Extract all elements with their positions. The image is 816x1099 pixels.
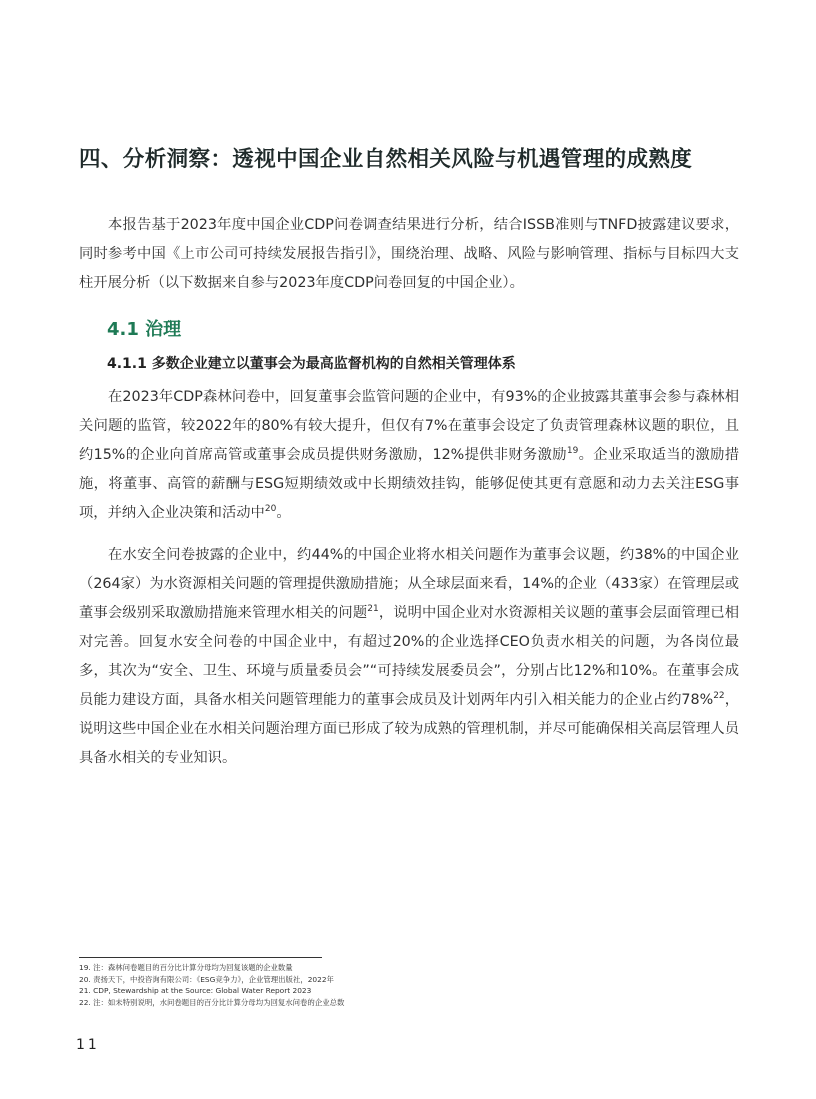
- paragraph-text: 在2023年CDP森林问卷中，回复董事会监管问题的企业中，有93%的企业披露其董事会参与森林相关问题的监管，较2022年的80%有较大提升，但仅有7%在董事会设定了负责管理森林议题的职位，且约15%的企业向首席高管或董事会成员提供财务激励，12%提供非财务激励: [79, 389, 739, 463]
- footnote: 20. 责扬天下，中投咨询有限公司：《ESG竞争力》，企业管理出版社，2022年: [79, 974, 334, 984]
- paragraph-text: 。: [276, 505, 291, 521]
- body-paragraph: [79, 383, 739, 528]
- footnote-divider: [79, 957, 322, 958]
- footnote-ref: 21: [367, 604, 379, 614]
- footnote-ref: 19: [566, 446, 579, 456]
- paragraph-text: 。企业采取适当的激励措施，将董事、高管的薪酬与ESG短期绩效或中长期绩效挂钩，能够促使其更有意愿和动力去关注ESG事项，并纳入企业决策和活动中: [79, 447, 739, 521]
- intro-paragraph: 本报告基于2023年度中国企业CDP问卷调查结果进行分析，结合ISSB准则与TNFD披露建议要求，同时参考中国《上市公司可持续发展报告指引》，围绕治理、战略、风险与影响管理、指标与目标四大支柱开展分析（以下数据来自参与2023年度CDP问卷回复的中国企业）。: [79, 217, 739, 291]
- paragraph-text: 在水安全问卷披露的企业中，约44%的中国企业将水相关问题作为董事会议题，约38%的中国企业（264家）为水资源相关问题的管理提供激励措施；从全球层面来看，14%的企业（433家）在管理层或董事会级别采取激励措施来管理水相关的问题: [79, 547, 739, 621]
- footnote: 21. CDP, Stewardship at the Source: Global Water Report 2023: [79, 986, 312, 996]
- footnote-ref: 22: [713, 691, 725, 701]
- subsection-title: 4.1.1 多数企业建立以董事会为最高监督机构的自然相关管理体系: [107, 356, 516, 372]
- paragraph-text: ，说明这些中国企业在水相关问题治理方面已形成了较为成熟的管理机制，并尽可能确保相关高层管理人员具备水相关的专业知识。: [79, 692, 739, 766]
- body-paragraph: [79, 541, 739, 773]
- chapter-heading: 四、分析洞察：透视中国企业自然相关风险与机遇管理的成熟度: [79, 147, 693, 172]
- footnote-ref: 20: [264, 504, 277, 514]
- footnote: 19. 注：森林问卷题目的百分比计算分母均为回复该题的企业数量: [79, 963, 293, 972]
- page-number: 11: [76, 1037, 100, 1053]
- paragraph-text: ，说明中国企业对水资源相关议题的董事会层面管理已相对完善。回复水安全问卷的中国企业中，有超过20%的企业选择CEO负责水相关的问题，为各岗位最多，其次为“安全、卫生、环境与质量委员会”“可持续发展委员会”，分别占比12%和10%。在董事会成员能力建设方面，具备水相关问题管理能力的董事会成员及计划两年内引入相关能力的企业占约78%: [79, 605, 740, 708]
- section-title: 4.1 治理: [107, 319, 182, 340]
- footnotes: [79, 962, 679, 1008]
- footnote: 22. 注：如未特别说明，水问卷题目的百分比计算分母均为回复水问卷的企业总数: [79, 997, 345, 1007]
